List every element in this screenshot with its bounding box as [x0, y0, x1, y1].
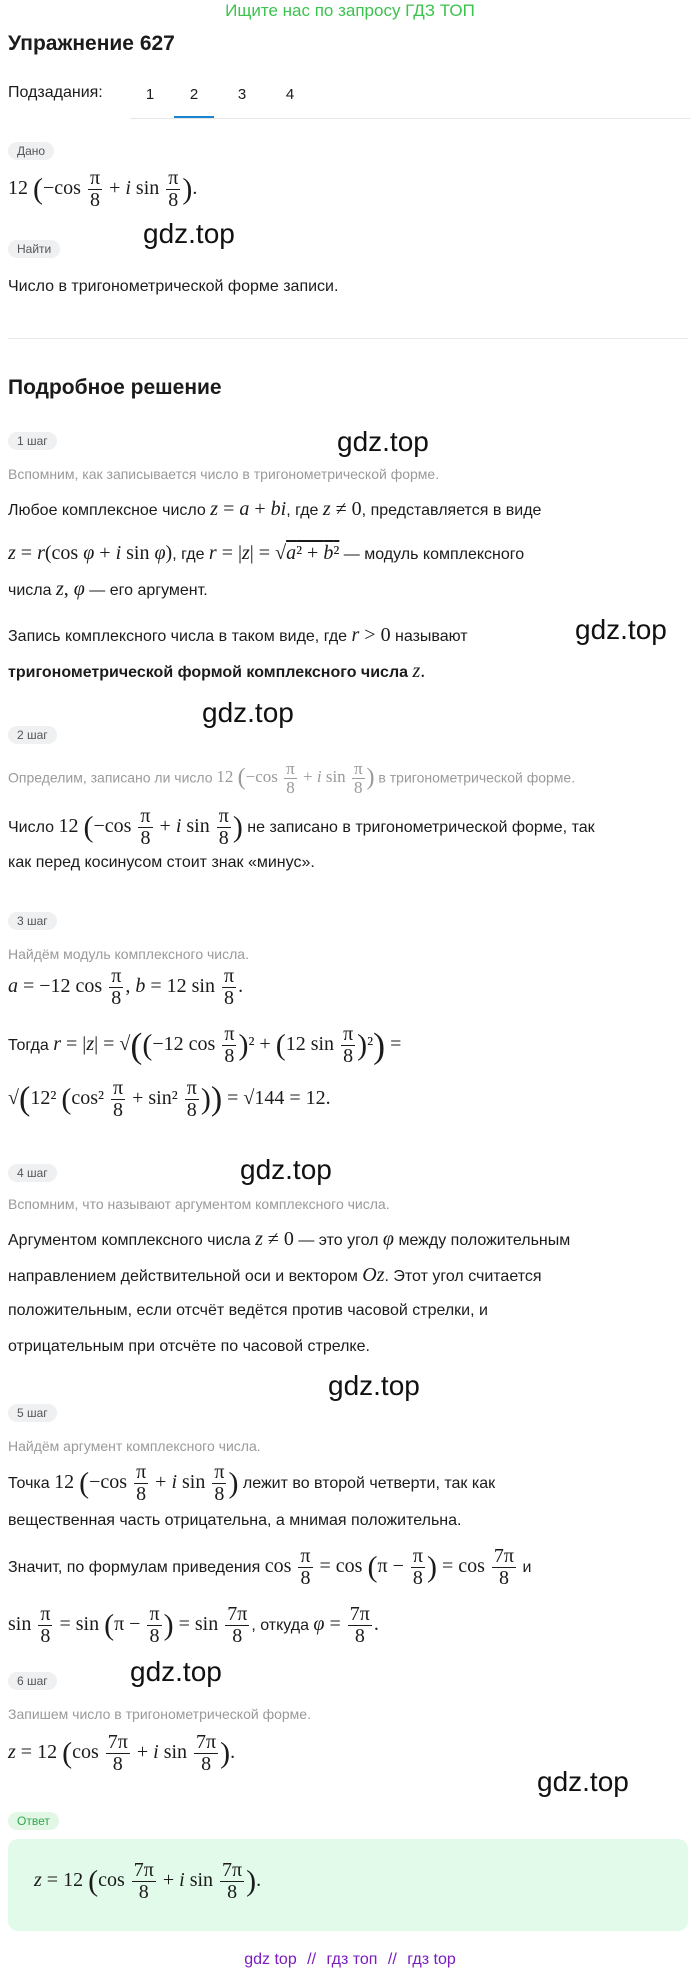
- tab-4[interactable]: 4: [285, 86, 295, 103]
- step-6-badge: 6 шаг: [8, 1672, 57, 1690]
- step-1-hint: Вспомним, как записывается число в тригонометрической форме.: [8, 466, 440, 482]
- page-title: Упражнение 627: [8, 32, 175, 55]
- watermark: gdz.top: [575, 614, 667, 645]
- watermark: gdz.top: [143, 218, 235, 249]
- given-expression: 12 (−cos $\frac{\pi}{8}$ + i sin $\frac{\pi}{8}$ ).: [8, 167, 198, 211]
- answer-expression: z = 12 (cos $\frac{7\pi}{8}$ + i sin $\frac{7\pi}{8}$ ).: [34, 1859, 262, 1903]
- active-tab-indicator: [174, 116, 214, 118]
- find-badge: Найти: [8, 240, 60, 258]
- watermark: gdz.top: [337, 426, 429, 457]
- tab-2[interactable]: 2: [189, 86, 199, 103]
- step-4-hint: Вспомним, что называют аргументом комплексного числа.: [8, 1196, 390, 1212]
- step-5-line-2: вещественная часть отрицательна, а мнимая положительна.: [8, 1512, 462, 1529]
- step-5-line-1: Точка 12 (−cos $\frac{\pi}{8}$ + i sin $\frac{\pi}{8}$ ) лежит во второй четверти, так как: [8, 1461, 496, 1505]
- footer-separator: //: [307, 1951, 317, 1968]
- step-6-expression: z = 12 (cos $\frac{7\pi}{8}$ + i sin $\frac{7\pi}{8}$ ).: [8, 1731, 236, 1775]
- step-4-line-4: отрицательным при отсчёте по часовой стрелке.: [8, 1338, 370, 1355]
- step-2-line-2: как перед косинусом стоит знак «минус».: [8, 854, 315, 871]
- step-1-line-3: числа z, φ — его аргумент.: [8, 578, 208, 600]
- subtasks-label: Подзадания:: [8, 84, 103, 101]
- find-text: Число в тригонометрической форме записи.: [8, 278, 339, 295]
- step-1-line-1: Любое комплексное число z = a + bi, где z ≠ 0, представляется в виде: [8, 498, 542, 520]
- tab-1[interactable]: 1: [145, 86, 155, 103]
- footer-link-3[interactable]: гдз top: [407, 1951, 456, 1968]
- step-1-line-2: z = r(cos φ + i sin φ), где r = |z| = √a² + b² — модуль комплексного: [8, 542, 525, 564]
- step-1-line-4: Запись комплексного числа в таком виде, где r > 0 называют: [8, 624, 468, 646]
- step-1-line-5: тригонометрической формой комплексного числа z.: [8, 660, 426, 682]
- answer-badge: Ответ: [8, 1812, 59, 1830]
- step-3-hint: Найдём модуль комплексного числа.: [8, 946, 249, 962]
- step-4-line-1: Аргументом комплексного числа z ≠ 0 — это угол φ между положительным: [8, 1228, 571, 1250]
- step-1-badge: 1 шаг: [8, 432, 57, 450]
- step-4-line-2: направлением действительной оси и вектором Oz. Этот угол считается: [8, 1264, 542, 1286]
- watermark: gdz.top: [240, 1154, 332, 1185]
- solution-title: Подробное решение: [8, 376, 222, 399]
- step-5-hint: Найдём аргумент комплексного числа.: [8, 1438, 261, 1454]
- step-5-line-4: sin $\frac{\pi}{8}$ = sin (π − $\frac{\pi}{8}$ ) = sin $\frac{7\pi}{8}$ , откуда φ = $\frac{7\pi}{8}$ .: [8, 1603, 379, 1647]
- step-5-badge: 5 шаг: [8, 1404, 57, 1422]
- subtask-tabs: [130, 78, 690, 119]
- watermark: gdz.top: [537, 1766, 629, 1797]
- step-2-badge: 2 шаг: [8, 726, 57, 744]
- step-3-badge: 3 шаг: [8, 912, 57, 930]
- footer-links: [0, 1951, 700, 1969]
- watermark: gdz.top: [202, 697, 294, 728]
- step-4-line-3: положительным, если отсчёт ведётся против часовой стрелки, и: [8, 1302, 488, 1319]
- step-2-hint: Определим, записано ли число 12 (−cos $\frac{\pi}{8}$ + i sin $\frac{\pi}{8}$ ) в тригонометрической форме.: [8, 759, 576, 797]
- watermark: gdz.top: [130, 1656, 222, 1687]
- step-3-modulus-1: Тогда r = |z| = √((−12 cos $\frac{\pi}{8}$ )² + (12 sin $\frac{\pi}{8}$ )²) =: [8, 1023, 402, 1067]
- step-2-line-1: Число 12 (−cos $\frac{\pi}{8}$ + i sin $\frac{\pi}{8}$ ) не записано в тригонометрической форме, так: [8, 805, 595, 849]
- step-5-line-3: Значит, по формулам приведения cos $\frac{\pi}{8}$ = cos (π − $\frac{\pi}{8}$ ) = cos $\frac{7\pi}{8}$ и: [8, 1545, 532, 1589]
- footer-separator: //: [387, 1951, 397, 1968]
- step-3-ab: a = −12 cos $\frac{\pi}{8}$ , b = 12 sin $\frac{\pi}{8}$ .: [8, 965, 244, 1009]
- step-3-modulus-2: √(12² (cos² $\frac{\pi}{8}$ + sin² $\frac{\pi}{8}$ )) = √144 = 12.: [8, 1077, 331, 1121]
- footer-link-2[interactable]: гдз топ: [326, 1951, 378, 1968]
- step-6-hint: Запишем число в тригонометрической форме.: [8, 1706, 311, 1722]
- step-4-badge: 4 шаг: [8, 1164, 57, 1182]
- given-badge: Дано: [8, 142, 54, 160]
- top-banner[interactable]: Ищите нас по запросу ГДЗ ТОП: [225, 1, 475, 20]
- divider: [8, 338, 688, 339]
- tab-3[interactable]: 3: [237, 86, 247, 103]
- footer-link-1[interactable]: gdz top: [244, 1951, 297, 1968]
- watermark: gdz.top: [328, 1370, 420, 1401]
